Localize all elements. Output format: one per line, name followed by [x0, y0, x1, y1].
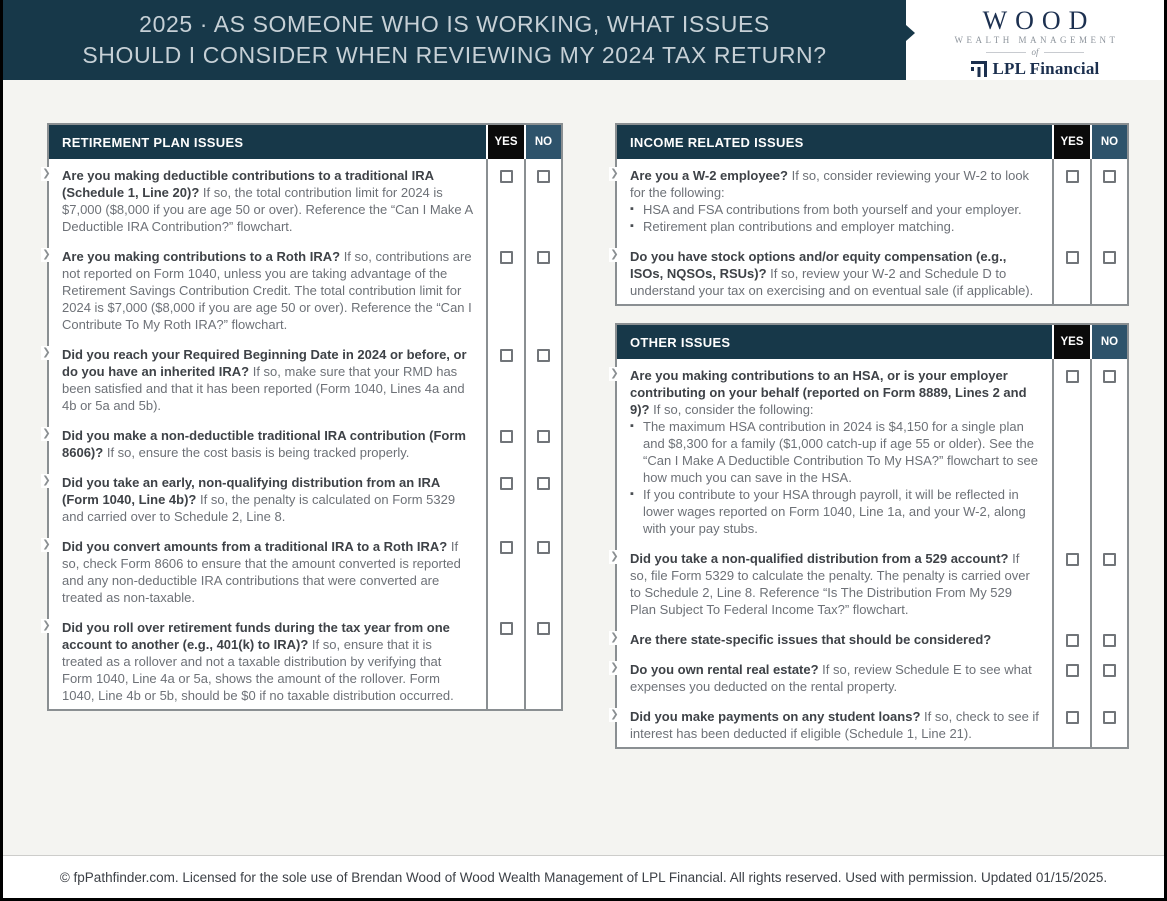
- yes-cell: [486, 338, 524, 419]
- no-cell: [1090, 159, 1127, 240]
- question-cell: [610, 359, 1052, 542]
- question-detail: If so, contributions are not reported on Form 1040, unless you are taking advantage of the Retirement Savings Contribution Credit. The total contribution limit for 2024 is $7,000 ($8,000 if you are age 50 or over). Reference the “Can I Contribute To My Roth IRA?” flowchart.: [62, 249, 472, 332]
- logo-wood: WOOD: [982, 6, 1096, 35]
- yes-cell: [486, 530, 524, 611]
- no-checkbox[interactable]: [1103, 370, 1116, 383]
- header: [3, 0, 1164, 80]
- section-body: [42, 159, 561, 709]
- section-body: [610, 159, 1127, 304]
- no-cell: [524, 611, 561, 709]
- yes-cell: [486, 611, 524, 709]
- chevron-right-icon: ❯: [610, 368, 619, 379]
- footer: [3, 855, 1164, 898]
- question-text: Are you making contributions to a Roth IRA?: [62, 249, 341, 264]
- question-cell: [610, 159, 1052, 240]
- no-cell: [1090, 359, 1127, 542]
- no-cell: [524, 159, 561, 240]
- yes-checkbox[interactable]: [500, 251, 513, 264]
- chevron-right-icon: ❯: [42, 620, 51, 631]
- yes-cell: [486, 466, 524, 530]
- yes-checkbox[interactable]: [1066, 711, 1079, 724]
- no-cell: [1090, 542, 1127, 623]
- question-detail: If so, check to see if interest has been deducted if eligible (Schedule 1, Line 21).: [630, 709, 1039, 741]
- yes-cell: [1052, 623, 1090, 653]
- yes-column-header: YES: [1054, 125, 1090, 159]
- no-column-header: NO: [1092, 125, 1127, 159]
- checklist-item: [42, 159, 561, 240]
- chevron-right-icon: ❯: [42, 475, 51, 486]
- no-cell: [524, 466, 561, 530]
- chevron-right-icon: ❯: [610, 168, 619, 179]
- question-detail: If so, consider reviewing your W-2 to look for the following:: [630, 168, 1030, 200]
- question-detail: If so, check Form 8606 to ensure that the amount converted is reported and any non-deductible IRA contributions that were converted are treated as non-taxable.: [62, 539, 461, 605]
- no-checkbox[interactable]: [1103, 251, 1116, 264]
- question-detail: If so, consider the following:: [653, 402, 814, 417]
- yes-cell: [1052, 240, 1090, 304]
- no-cell: [1090, 623, 1127, 653]
- yes-column-header: YES: [1054, 325, 1090, 359]
- no-cell: [1090, 700, 1127, 747]
- question-text: Did you make a non-deductible traditional IRA contribution (Form 8606)?: [62, 428, 466, 460]
- chevron-right-icon: ❯: [610, 249, 619, 260]
- question-cell: [610, 240, 1052, 304]
- question-text: Do you own rental real estate?: [630, 662, 819, 677]
- yes-checkbox[interactable]: [500, 622, 513, 635]
- question-text: Are there state-specific issues that should be considered?: [630, 632, 992, 647]
- question-text: Are you a W-2 employee?: [630, 168, 788, 183]
- question-bullets: [630, 201, 1040, 235]
- section-body: [610, 359, 1127, 747]
- yes-cell: [486, 240, 524, 338]
- question-detail: If so, review Schedule E to see what expenses you deducted on the rental property.: [630, 662, 1032, 694]
- yes-cell: [1052, 653, 1090, 700]
- left-column: [42, 123, 563, 711]
- section-header: [617, 325, 1127, 359]
- question-detail: If so, review your W-2 and Schedule D to understand your tax on exercising and on eventual sale (if applicable).: [630, 266, 1034, 298]
- yes-checkbox[interactable]: [1066, 170, 1079, 183]
- checklist-item: [610, 623, 1127, 653]
- yes-checkbox[interactable]: [1066, 553, 1079, 566]
- chevron-right-icon: ❯: [42, 168, 51, 179]
- question-cell: [42, 419, 486, 466]
- logo-wealth-management: WEALTH MANAGEMENT: [954, 35, 1119, 45]
- chevron-right-icon: ❯: [610, 551, 619, 562]
- yes-checkbox[interactable]: [500, 349, 513, 362]
- section-title: RETIREMENT PLAN ISSUES: [49, 125, 486, 159]
- no-checkbox[interactable]: [537, 541, 550, 554]
- no-checkbox[interactable]: [1103, 711, 1116, 724]
- checklist-item: [610, 159, 1127, 240]
- lpl-financial-icon: [971, 61, 987, 77]
- no-column-header: NO: [1092, 325, 1127, 359]
- checklist-item: [42, 240, 561, 338]
- checklist-item: [42, 530, 561, 611]
- question-text: Are you making deductible contributions to a traditional IRA (Schedule 1, Line 20)?: [62, 168, 434, 200]
- question-text: Are you making contributions to an HSA, or is your employer contributing on your behalf (reported on Form 8889, Lines 2 and 9)?: [630, 368, 1027, 417]
- question-cell: [42, 338, 486, 419]
- checklist-item: [42, 338, 561, 419]
- logo-of-divider: of: [986, 47, 1083, 57]
- chevron-right-icon: ❯: [610, 662, 619, 673]
- section: [42, 123, 563, 711]
- chevron-right-icon: ❯: [42, 249, 51, 260]
- question-cell: [42, 611, 486, 709]
- lpl-financial-logo: [971, 59, 1100, 79]
- footer-text: © fpPathfinder.com. Licensed for the sole use of Brendan Wood of Wood Wealth Management of LPL Financial. All rights reserved. Used with permission. Updated 01/15/2025.: [59, 869, 1108, 885]
- no-checkbox[interactable]: [1103, 664, 1116, 677]
- right-column: [610, 123, 1129, 749]
- no-checkbox[interactable]: [537, 477, 550, 490]
- page-title-line2: SHOULD I CONSIDER WHEN REVIEWING MY 2024 TAX RETURN?: [82, 42, 827, 68]
- bullet-item: ▪ Retirement plan contributions and employer matching.: [630, 218, 1040, 235]
- question-cell: [42, 240, 486, 338]
- question-detail: If so, the total contribution limit for 2024 is $7,000 ($8,000 if you are age 50 or over). Reference the “Can I Make A Deductible IRA Contribution?” flowchart.: [62, 185, 473, 234]
- question-cell: [610, 700, 1052, 747]
- question-detail: If so, file Form 5329 to calculate the penalty. The penalty is carried over to Schedule 2, Line 8. Reference “Is The Distribution From My 529 Plan Subject To Federal Income Tax?” flowchart.: [630, 551, 1030, 617]
- yes-checkbox[interactable]: [500, 477, 513, 490]
- question-detail: If so, the penalty is calculated on Form 5329 and carried over to Schedule 2, Line 8.: [62, 492, 456, 524]
- yes-cell: [486, 419, 524, 466]
- page-title-line1: 2025 · AS SOMEONE WHO IS WORKING, WHAT ISSUES: [139, 11, 770, 37]
- question-text: Did you reach your Required Beginning Date in 2024 or before, or do you have an inherited IRA?: [62, 347, 467, 379]
- yes-cell: [1052, 359, 1090, 542]
- question-text: Did you take a non-qualified distribution from a 529 account?: [630, 551, 1009, 566]
- checklist-item: [610, 653, 1127, 700]
- lpl-financial-label: LPL Financial: [992, 59, 1100, 78]
- yes-checkbox[interactable]: [1066, 251, 1079, 264]
- question-cell: [42, 530, 486, 611]
- bullet-item: ▪ If you contribute to your HSA through payroll, it will be reflected in lower wages reported on Form 1040, Line 1a, and your W-2, along with your pay stubs.: [630, 486, 1040, 537]
- checklist-item: [42, 419, 561, 466]
- no-cell: [524, 530, 561, 611]
- yes-checkbox[interactable]: [500, 170, 513, 183]
- no-cell: [1090, 240, 1127, 304]
- question-text: Did you convert amounts from a traditional IRA to a Roth IRA?: [62, 539, 448, 554]
- yes-checkbox[interactable]: [1066, 664, 1079, 677]
- chevron-right-icon: ❯: [42, 347, 51, 358]
- chevron-right-icon: ❯: [610, 632, 619, 643]
- section-header: [617, 125, 1127, 159]
- no-checkbox[interactable]: [537, 349, 550, 362]
- yes-cell: [1052, 159, 1090, 240]
- yes-checkbox[interactable]: [1066, 634, 1079, 647]
- checklist-item: [42, 466, 561, 530]
- question-detail: If so, make sure that your RMD has been satisfied and that it has been reported (Form 1040, Lines 4a and 4b or 5a and 5b).: [62, 364, 465, 413]
- yes-checkbox[interactable]: [1066, 370, 1079, 383]
- section-title: OTHER ISSUES: [617, 325, 1052, 359]
- chevron-right-icon: ❯: [42, 428, 51, 439]
- question-text: Did you roll over retirement funds during the tax year from one account to another (e.g., 401(k) to IRA)?: [62, 620, 450, 652]
- checklist-item: [42, 611, 561, 709]
- question-cell: [610, 653, 1052, 700]
- question-text: Did you take an early, non-qualifying distribution from an IRA (Form 1040, Line 4b)?: [62, 475, 440, 507]
- no-cell: [524, 338, 561, 419]
- header-arrow-icon: [906, 25, 915, 41]
- yes-cell: [1052, 542, 1090, 623]
- section-header: [49, 125, 561, 159]
- yes-column-header: YES: [488, 125, 524, 159]
- yes-checkbox[interactable]: [500, 541, 513, 554]
- no-checkbox[interactable]: [537, 622, 550, 635]
- checklist-item: [610, 240, 1127, 304]
- yes-checkbox[interactable]: [500, 430, 513, 443]
- no-cell: [524, 240, 561, 338]
- no-checkbox[interactable]: [537, 170, 550, 183]
- question-detail: If so, ensure that it is treated as a rollover and not a taxable distribution by verifying that Form 1040, Line 4a or 5a, shows the amount of the rollover. Form 1040, Line 4b or 5b, should be $0 if no taxable distribution occurred.: [62, 637, 454, 703]
- chevron-right-icon: ❯: [610, 709, 619, 720]
- no-checkbox[interactable]: [537, 251, 550, 264]
- yes-cell: [1052, 700, 1090, 747]
- question-cell: [42, 466, 486, 530]
- no-checkbox[interactable]: [537, 430, 550, 443]
- question-cell: [42, 159, 486, 240]
- bullet-item: ▪ The maximum HSA contribution in 2024 is $4,150 for a single plan and $8,300 for a family ($1,000 catch-up if age 55 or older). See the “Can I Make A Deductible Contribution To My HSA?” flowchart to see how much you can save in the HSA.: [630, 418, 1040, 486]
- no-cell: [1090, 653, 1127, 700]
- logo: [906, 0, 1164, 80]
- section: [610, 323, 1129, 749]
- question-cell: [610, 623, 1052, 653]
- no-checkbox[interactable]: [1103, 170, 1116, 183]
- checklist-item: [610, 359, 1127, 542]
- page-title: [3, 0, 906, 80]
- no-column-header: NO: [526, 125, 561, 159]
- yes-cell: [486, 159, 524, 240]
- no-checkbox[interactable]: [1103, 634, 1116, 647]
- chevron-right-icon: ❯: [42, 539, 51, 550]
- checklist-item: [610, 542, 1127, 623]
- bullet-item: ▪ HSA and FSA contributions from both yourself and your employer.: [630, 201, 1040, 218]
- no-checkbox[interactable]: [1103, 553, 1116, 566]
- question-bullets: [630, 418, 1040, 537]
- question-cell: [610, 542, 1052, 623]
- question-text: Did you make payments on any student loans?: [630, 709, 921, 724]
- question-detail: If so, ensure the cost basis is being tracked properly.: [106, 445, 410, 460]
- no-cell: [524, 419, 561, 466]
- question-text: Do you have stock options and/or equity compensation (e.g., ISOs, NQSOs, RSUs)?: [630, 249, 1007, 281]
- checklist-item: [610, 700, 1127, 747]
- section-title: INCOME RELATED ISSUES: [617, 125, 1052, 159]
- section: [610, 123, 1129, 306]
